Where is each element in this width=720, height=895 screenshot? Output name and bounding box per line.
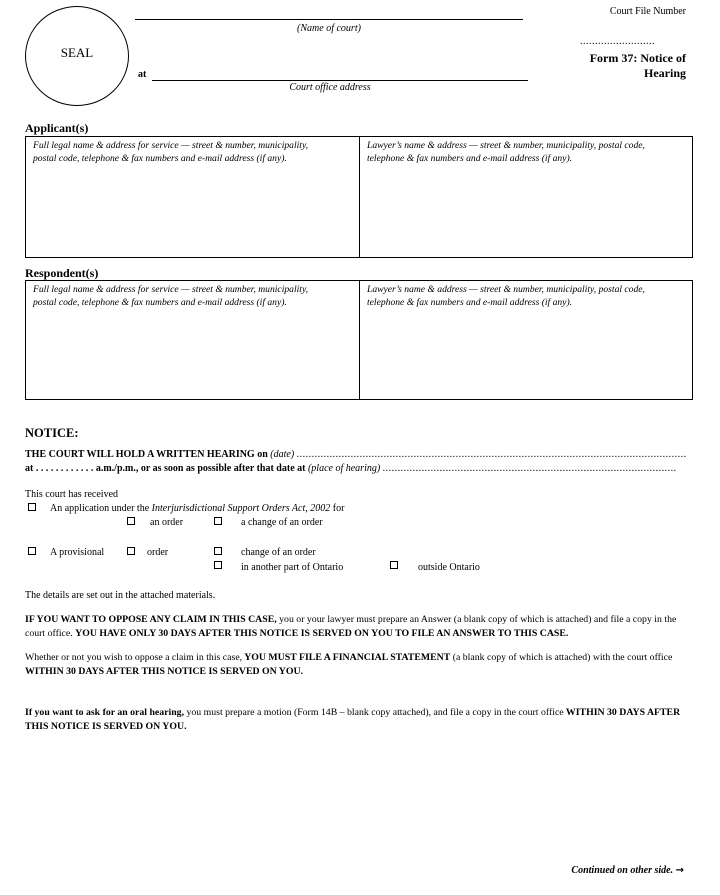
application-checkbox[interactable] bbox=[28, 503, 36, 511]
another-part-checkbox[interactable] bbox=[214, 561, 222, 569]
court-office-address-line[interactable] bbox=[152, 80, 528, 81]
provisional-checkbox[interactable] bbox=[28, 547, 36, 555]
applicant-lawyer-hint-1: Lawyer’s name & address — street & number, municipality, postal code, bbox=[367, 140, 645, 151]
an-order-checkbox[interactable] bbox=[127, 517, 135, 525]
oppose-claim-paragraph bbox=[25, 613, 693, 640]
hearing-time-text: at . . . . . . . . . . . . a.m./p.m., or as soon as possible after that date at bbox=[25, 463, 306, 474]
respondents-box bbox=[25, 280, 693, 400]
another-part-label: in another part of Ontario bbox=[241, 562, 344, 573]
notice-heading: NOTICE: bbox=[25, 426, 79, 440]
provisional-order-label: order bbox=[147, 547, 169, 558]
outside-ontario-checkbox[interactable] bbox=[390, 561, 398, 569]
at-label: at bbox=[138, 69, 147, 80]
continued-footer bbox=[571, 865, 684, 876]
application-prefix: An application under the bbox=[50, 503, 150, 514]
name-of-court-line[interactable] bbox=[135, 19, 523, 20]
respondent-lawyer-hint-2: telephone & fax numbers and e-mail address (if any). bbox=[367, 297, 573, 308]
court-file-number-field[interactable]: ......................... bbox=[580, 36, 655, 47]
respondent-party-cell[interactable] bbox=[26, 281, 360, 399]
application-act: Interjurisdictional Support Orders Act, 2002 bbox=[151, 503, 331, 514]
court-file-number-label: Court File Number bbox=[609, 6, 686, 17]
form-title-line1: Form 37: Notice of bbox=[589, 51, 686, 65]
received-label: This court has received bbox=[25, 489, 119, 500]
hearing-date-field[interactable]: .................................................................................................................................. bbox=[296, 449, 687, 460]
provisional-label: A provisional bbox=[50, 547, 105, 558]
financial-bold-2: WITHIN 30 DAYS AFTER THIS NOTICE IS SERVED ON YOU. bbox=[25, 665, 304, 677]
oral-hearing-paragraph bbox=[25, 706, 693, 733]
application-line bbox=[50, 502, 344, 515]
oral-hearing-bold-2: WITHIN 30 DAYS AFTER THIS NOTICE IS SERVED ON YOU. bbox=[25, 707, 681, 732]
outside-ontario-label: outside Ontario bbox=[418, 562, 480, 573]
applicant-party-hint-1: Full legal name & address for service — street & number, municipality, bbox=[33, 140, 309, 151]
oral-hearing-bold-1: If you want to ask for an oral hearing, bbox=[25, 707, 185, 718]
financial-text-2: (a blank copy of which is attached) with the court office bbox=[450, 652, 673, 663]
name-of-court-caption: (Name of court) bbox=[297, 23, 361, 34]
provisional-change-label: change of an order bbox=[241, 547, 316, 558]
applicant-party-hint-2: postal code, telephone & fax numbers and e-mail address (if any). bbox=[33, 153, 287, 164]
answer-deadline-bold: YOU HAVE ONLY 30 DAYS AFTER THIS NOTICE IS SERVED ON YOU TO FILE AN ANSWER TO THIS CASE. bbox=[75, 627, 569, 639]
oppose-claim-bold: IF YOU WANT TO OPPOSE ANY CLAIM IN THIS CASE, bbox=[25, 614, 277, 625]
hearing-date-label: (date) bbox=[270, 449, 295, 460]
financial-text-1: Whether or not you wish to oppose a claim in this case, bbox=[25, 652, 243, 663]
seal-circle bbox=[25, 6, 129, 106]
respondent-lawyer-hint-1: Lawyer’s name & address — street & number, municipality, postal code, bbox=[367, 284, 645, 295]
an-order-label: an order bbox=[150, 517, 184, 528]
application-suffix: for bbox=[332, 503, 345, 514]
form-title-line2: Hearing bbox=[644, 66, 686, 80]
details-text: The details are set out in the attached materials. bbox=[25, 590, 216, 601]
provisional-order-checkbox[interactable] bbox=[127, 547, 135, 555]
financial-statement-paragraph bbox=[25, 651, 693, 678]
hearing-date-line bbox=[25, 448, 693, 461]
applicants-heading: Applicant(s) bbox=[25, 121, 89, 135]
respondent-party-hint-1: Full legal name & address for service — street & number, municipality, bbox=[33, 284, 309, 295]
oppose-claim-text: you or your lawyer must prepare an Answer (a blank copy of which is attached) and file a copy in the court office. bbox=[25, 614, 677, 639]
respondents-heading: Respondent(s) bbox=[25, 266, 99, 280]
arrow-right-icon: → bbox=[675, 865, 684, 876]
financial-bold-1: YOU MUST FILE A FINANCIAL STATEMENT bbox=[242, 652, 451, 663]
applicants-box bbox=[25, 136, 693, 258]
change-order-label: a change of an order bbox=[241, 517, 323, 528]
hearing-place-field[interactable]: .................................................................................................. bbox=[382, 463, 677, 474]
hearing-place-label: (place of hearing) bbox=[307, 463, 381, 474]
oral-hearing-text: you must prepare a motion (Form 14B – blank copy attached), and file a copy in the court office bbox=[184, 707, 564, 718]
continued-text: Continued on other side. bbox=[571, 865, 674, 876]
court-office-address-caption: Court office address bbox=[289, 82, 371, 93]
hearing-date-bold: THE COURT WILL HOLD A WRITTEN HEARING on bbox=[25, 449, 268, 460]
hearing-place-line bbox=[25, 462, 685, 475]
applicant-party-cell[interactable] bbox=[26, 137, 360, 257]
provisional-change-checkbox[interactable] bbox=[214, 547, 222, 555]
seal-label: SEAL bbox=[60, 45, 94, 60]
respondent-lawyer-cell[interactable] bbox=[360, 281, 692, 399]
applicant-lawyer-cell[interactable] bbox=[360, 137, 692, 257]
respondent-party-hint-2: postal code, telephone & fax numbers and e-mail address (if any). bbox=[33, 297, 287, 308]
applicant-lawyer-hint-2: telephone & fax numbers and e-mail address (if any). bbox=[367, 153, 573, 164]
change-order-checkbox[interactable] bbox=[214, 517, 222, 525]
